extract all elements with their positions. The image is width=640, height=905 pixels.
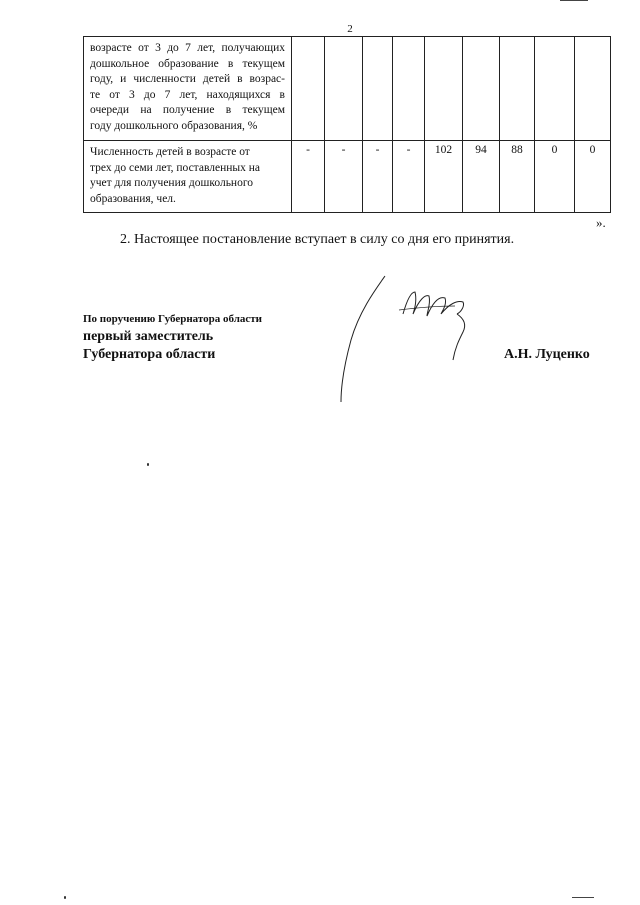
signatory-position: первый заместитель [83, 329, 214, 344]
value-cell: 102 [425, 141, 463, 213]
value-cell [575, 37, 611, 141]
indicator-label-line: дошкольное образование в текущем [90, 57, 285, 70]
table-row [84, 141, 611, 213]
closing-quote: ». [596, 215, 606, 230]
page-number: 2 [347, 23, 353, 35]
indicator-label-line: Численность детей в возрасте от [90, 146, 250, 158]
indicator-label-line: очереди на получение в текущем [90, 104, 285, 116]
effective-date-clause: 2. Настоящее постановление вступает в силу со дня его принятия. [120, 232, 515, 247]
indicator-label-line: образования, чел. [90, 192, 176, 205]
signature-block [83, 311, 262, 364]
value-cell: - [393, 141, 425, 213]
table-row [84, 37, 611, 141]
scan-speck [147, 463, 149, 466]
indicator-label-line: трех до семи лет, поставленных на [90, 161, 260, 174]
indicator-label-line: году дошкольного образования, % [90, 119, 258, 132]
indicator-label-line: возрасте от 3 до 7 лет, получающих [90, 42, 285, 54]
indicators-table [83, 36, 611, 213]
value-cell [325, 37, 363, 141]
handwritten-signature [335, 270, 495, 410]
indicator-label-line: году, и численности детей в возрас- [90, 73, 285, 85]
indicator-label-cell [84, 141, 292, 213]
signatory-name: А.Н. Луценко [504, 347, 590, 362]
value-cell [292, 37, 325, 141]
value-cell: 94 [463, 141, 500, 213]
value-cell: 88 [500, 141, 535, 213]
indicator-label-line: учет для получения дошкольного [90, 177, 254, 189]
value-cell: - [292, 141, 325, 213]
indicator-label-line: те от 3 до 7 лет, находящихся в [90, 88, 285, 101]
scan-speck [64, 896, 66, 899]
signatory-position-continued: Губернатора области [83, 347, 216, 362]
value-cell [463, 37, 500, 141]
scan-mark-top [560, 0, 588, 1]
value-cell: - [325, 141, 363, 213]
value-cell [500, 37, 535, 141]
value-cell [363, 37, 393, 141]
scan-mark-bottom [572, 897, 594, 898]
value-cell [425, 37, 463, 141]
value-cell [393, 37, 425, 141]
value-cell [535, 37, 575, 141]
value-cell: - [363, 141, 393, 213]
signatory-authority: По поручению Губернатора области [83, 313, 263, 325]
value-cell: 0 [535, 141, 575, 213]
value-cell: 0 [575, 141, 611, 213]
indicator-label-cell [84, 37, 292, 141]
